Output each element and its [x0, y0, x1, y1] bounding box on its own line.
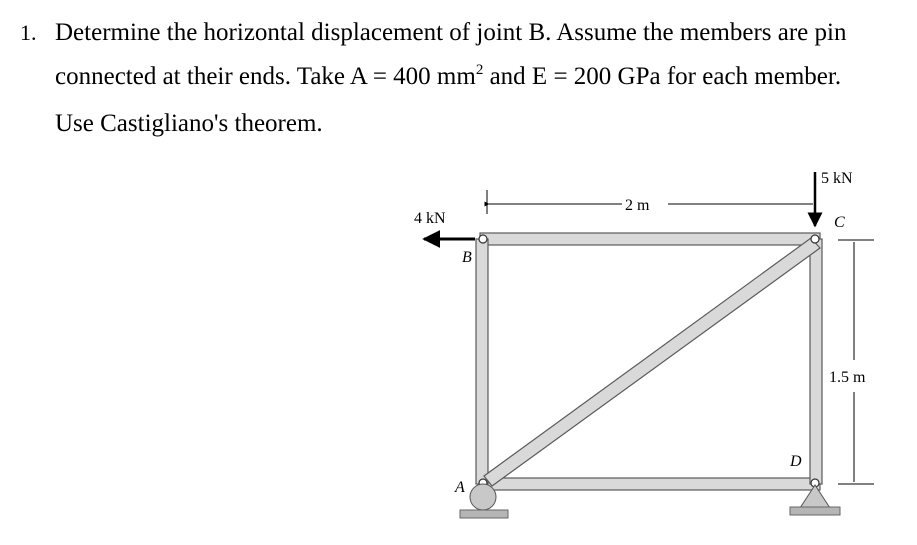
member-cd [810, 239, 822, 484]
load-5kn-label: 5 kN [821, 170, 853, 187]
joint-label-c: C [834, 214, 845, 231]
dimension-2m-label: 2 m [625, 197, 650, 214]
problem-statement-line-3: Use Castigliano's theorem. [55, 110, 323, 137]
joint-label-b: B [462, 249, 472, 266]
joint-label-a: A [455, 479, 465, 496]
horizontal-dimension [487, 190, 815, 214]
member-ab [476, 239, 488, 484]
member-bc [480, 233, 820, 245]
vertical-dimension [829, 240, 874, 484]
truss-members [476, 233, 822, 490]
dimension-1-5m-label: 1.5 m [829, 369, 866, 386]
line2-text-start: connected at their ends. Take A = 400 mm [55, 63, 476, 90]
problem-number: 1. [20, 20, 37, 45]
joint-label-d: D [790, 453, 802, 470]
load-4kn-label: 4 kN [414, 210, 446, 227]
load-4kn-arrow [414, 210, 475, 239]
line2-superscript: 2 [475, 62, 484, 78]
line2-text-end: and E = 200 GPa for each member. [483, 63, 842, 90]
member-ac [484, 238, 820, 486]
problem-statement-line-1: Determine the horizontal displacement of joint B. Assume the members are pin [55, 19, 847, 46]
pin-b [479, 235, 487, 243]
pin-c [811, 235, 819, 243]
member-ad [480, 478, 820, 490]
